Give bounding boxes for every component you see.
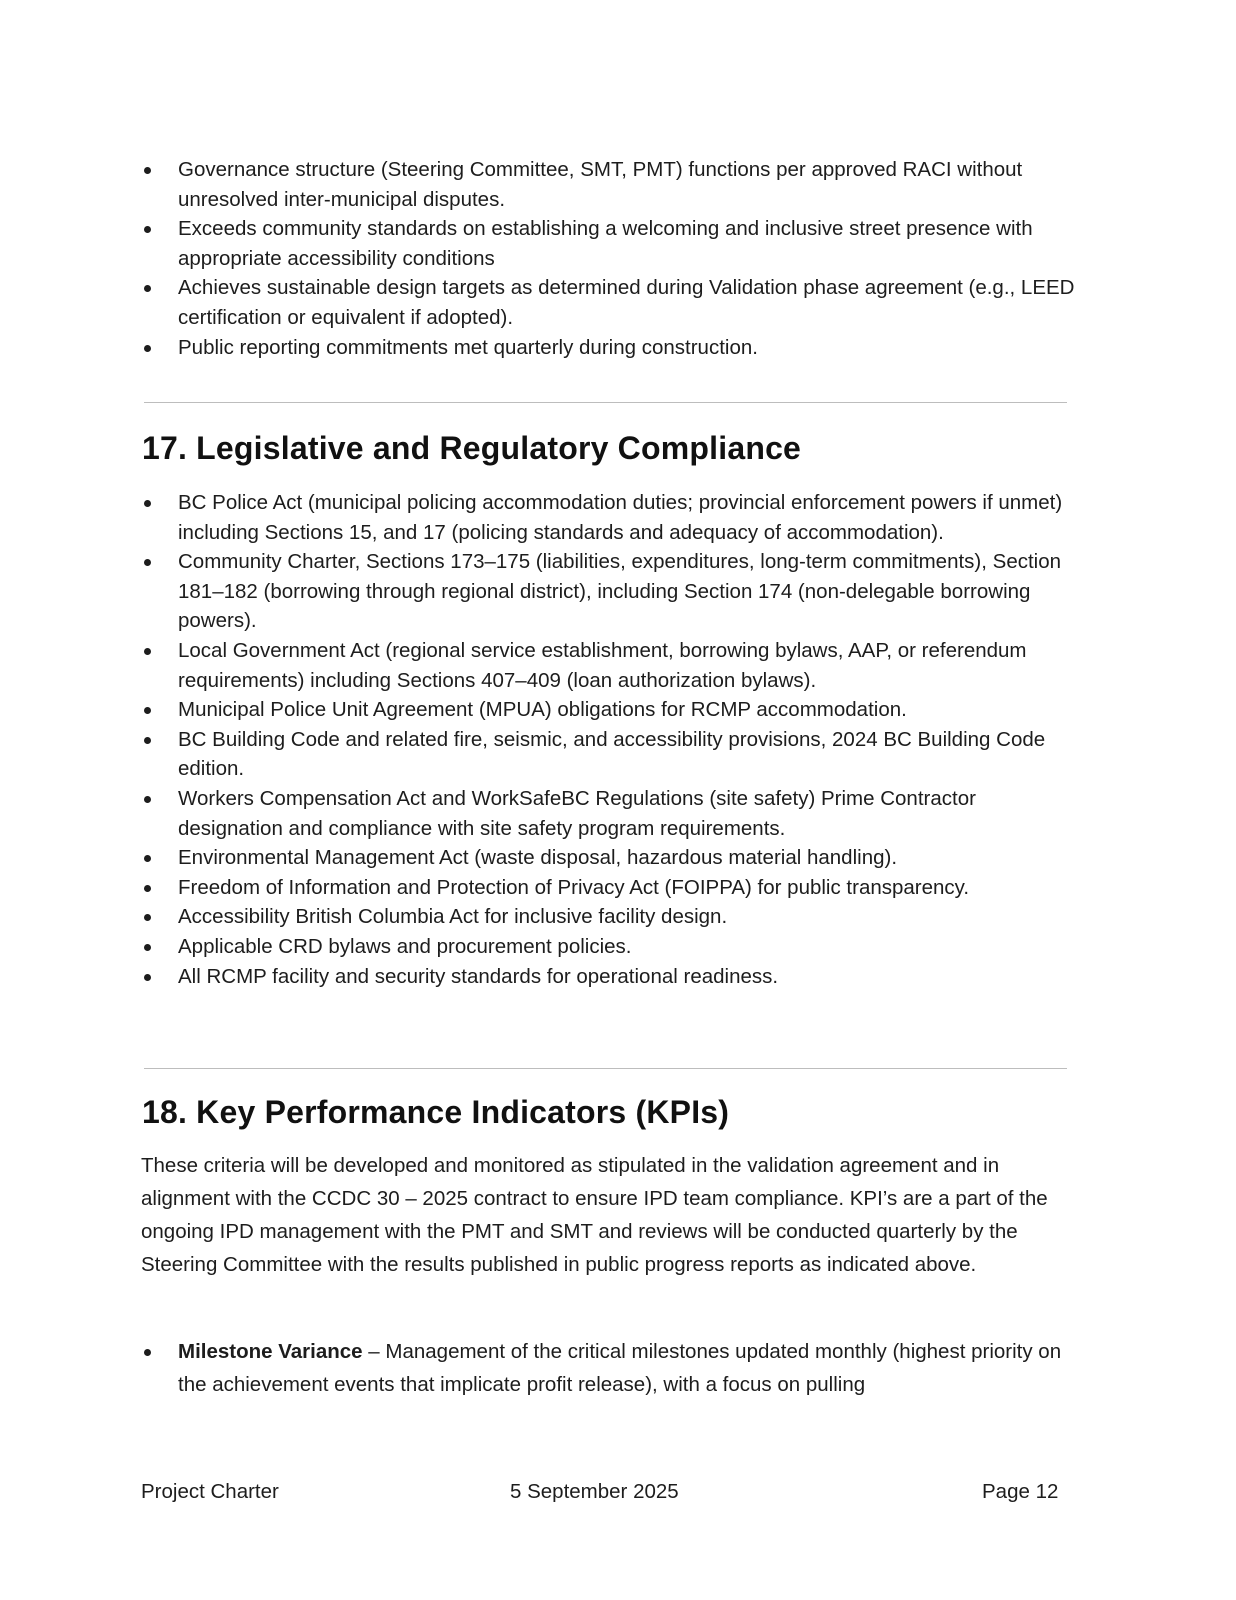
list-item: Public reporting commitments met quarterly during construction. [140,333,1080,363]
list-item: Local Government Act (regional service establishment, borrowing bylaws, AAP, or referendum requirements) including Sections 407–409 (loan authorization bylaws). [140,636,1080,695]
list-item: Environmental Management Act (waste disposal, hazardous material handling). [140,843,1080,873]
section-divider [144,1068,1067,1069]
list-item: Community Charter, Sections 173–175 (liabilities, expenditures, long-term commitments), Section 181–182 (borrowing through regional district), including Section 174 (non-delegable borrowing powers). [140,547,1080,636]
footer-page-number: Page 12 [982,1480,1059,1503]
kpi-description: – Management of the critical milestones updated monthly (highest priority on the achievement events that implicate profit release), with a focus on pulling [178,1340,1062,1396]
section-divider [144,402,1067,403]
list-item: Exceeds community standards on establishing a welcoming and inclusive street presence with appropriate accessibility conditions [140,214,1080,273]
list-item: Accessibility British Columbia Act for inclusive facility design. [140,902,1080,932]
list-item: BC Building Code and related fire, seismic, and accessibility provisions, 2024 BC Building Code edition. [140,725,1080,784]
section-heading-17: 17. Legislative and Regulatory Compliance [142,430,802,466]
kpi-term: Milestone Variance [178,1340,363,1363]
footer-document-title: Project Charter [141,1480,279,1503]
list-item: Freedom of Information and Protection of Privacy Act (FOIPPA) for public transparency. [140,873,1080,903]
compliance-list [140,488,1080,991]
kpi-list [140,1335,1080,1401]
footer-date: 5 September 2025 [510,1480,679,1503]
list-item: BC Police Act (municipal policing accommodation duties; provincial enforcement powers if unmet) including Sections 15, and 17 (policing standards and adequacy of accommodation). [140,488,1080,547]
list-item: Applicable CRD bylaws and procurement policies. [140,932,1080,962]
list-item [140,1335,1080,1401]
success-criteria-list [140,155,1080,362]
list-item: Achieves sustainable design targets as determined during Validation phase agreement (e.g., LEED certification or equivalent if adopted). [140,273,1080,332]
list-item: Workers Compensation Act and WorkSafeBC Regulations (site safety) Prime Contractor designation and compliance with site safety program requirements. [140,784,1080,843]
list-item: All RCMP facility and security standards for operational readiness. [140,962,1080,992]
list-item: Governance structure (Steering Committee, SMT, PMT) functions per approved RACI without unresolved inter-municipal disputes. [140,155,1080,214]
list-item: Municipal Police Unit Agreement (MPUA) obligations for RCMP accommodation. [140,695,1080,725]
section-heading-18: 18. Key Performance Indicators (KPIs) [142,1094,730,1130]
kpi-intro-paragraph: These criteria will be developed and monitored as stipulated in the validation agreement and in alignment with the CCDC 30 – 2025 contract to ensure IPD team compliance. KPI’s are a part of the ongoing IPD management with the PMT and SMT and reviews will be conducted quarterly by the Steering Committee with the results published in public progress reports as indicated above. [141,1154,1048,1276]
